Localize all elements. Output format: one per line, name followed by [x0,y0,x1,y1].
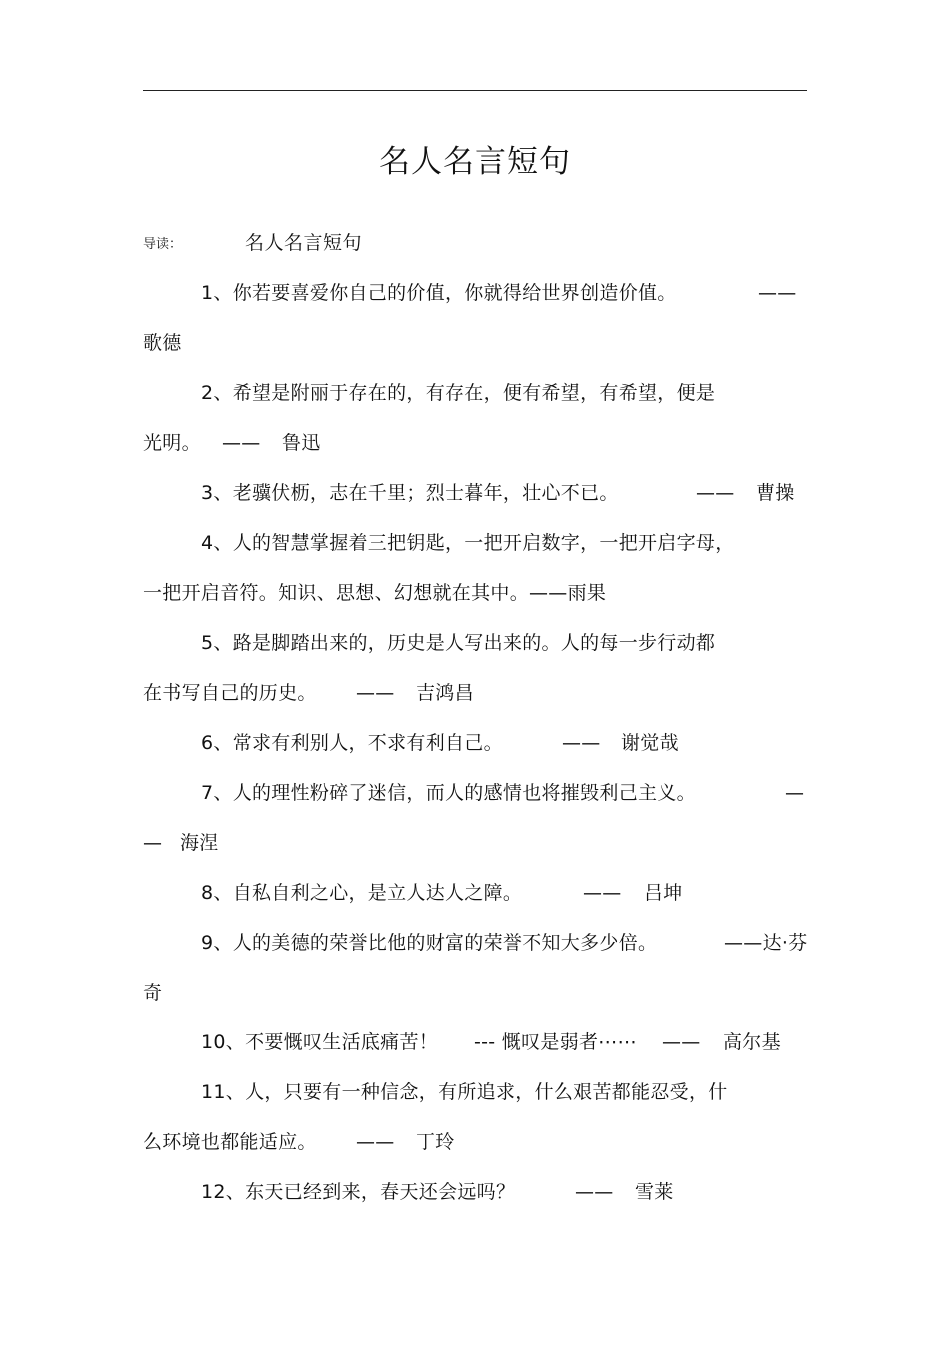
quote-11 [201,1078,728,1106]
quote-dash: ——达·芬 [724,932,808,954]
header-rule [143,90,807,91]
quote-text: 11、人，只要有一种信念，有所追求，什么艰苦都能忍受，什 [201,1081,728,1103]
quote-author: 鲁迅 [282,432,321,454]
quote-2-cont [143,429,321,457]
quote-text: 么环境也都能适应。 [143,1131,317,1153]
quote-8 [201,879,683,907]
quote-5 [201,629,715,657]
quote-7 [201,779,805,807]
quote-12 [201,1178,674,1206]
quote-text: 10、不要慨叹生活底痛苦！ [201,1031,439,1053]
quote-11-cont [143,1128,455,1156]
quote-text: 4、人的智慧掌握着三把钥匙，一把开启数字，一把开启字母， [201,532,735,554]
intro-label: 导读： [143,237,183,252]
quote-author: 奇 [143,982,163,1004]
quote-dash: —— [222,432,261,454]
quote-text: 1、你若要喜爱你自己的价值，你就得给世界创造价值。 [201,282,677,304]
quote-dash: —— [758,282,797,304]
quote-1-author [143,329,182,357]
intro-text: 名人名言短句 [245,232,363,254]
quote-text: 5、路是脚踏出来的，历史是人写出来的。人的每一步行动都 [201,632,716,654]
quote-dash: —— [575,1181,614,1203]
quote-3 [201,479,795,507]
quote-text: 一把开启音符。知识、思想、幻想就在其中。——雨果 [143,582,607,604]
quote-text-2: --- 慨叹是弱者⋯⋯ [474,1031,637,1053]
quote-text: 光明。 [143,432,201,454]
quote-dash: — [785,782,805,804]
quote-author: 高尔基 [723,1031,781,1053]
quote-author: 曹操 [756,482,795,504]
quote-author: 歌德 [143,332,182,354]
quote-9 [201,929,808,957]
quote-text: 3、老骥伏枥，志在千里；烈士暮年，壮心不已。 [201,482,619,504]
quote-author: 吉鸿昌 [416,682,474,704]
quote-5-cont [143,679,474,707]
quote-dash: —— [356,682,395,704]
quote-author: 吕坤 [644,882,683,904]
quote-author: 海涅 [180,832,219,854]
quote-text: 6、常求有利别人，不求有利自己。 [201,732,503,754]
quote-dash: —— [662,1031,701,1053]
quote-dash: —— [356,1131,395,1153]
quote-dash: — [143,832,163,854]
quote-text: 9、人的美德的荣誉比他的财富的荣誉不知大多少倍。 [201,932,658,954]
document-title: 名人名言短句 [379,144,571,180]
quote-text: 12、东天已经到来，春天还会远吗？ [201,1181,516,1203]
quote-author: 谢觉哉 [621,732,679,754]
quote-author: 雪莱 [635,1181,674,1203]
quote-1 [201,279,797,307]
quote-text: 7、人的理性粉碎了迷信，而人的感情也将摧毁利己主义。 [201,782,696,804]
quote-4-cont [143,579,606,607]
quote-2 [201,379,715,407]
quote-text: 在书写自己的历史。 [143,682,317,704]
quote-author: 丁玲 [416,1131,455,1153]
quote-10 [201,1028,781,1056]
quote-text: 8、自私自利之心，是立人达人之障。 [201,882,523,904]
quote-text: 2、希望是附丽于存在的，有存在，便有希望，有希望，便是 [201,382,716,404]
quote-dash: —— [583,882,622,904]
quote-dash: —— [562,732,601,754]
quote-7-cont [143,829,219,857]
quote-6 [201,729,679,757]
quote-9-author [143,979,162,1007]
quote-dash: —— [696,482,735,504]
quote-4 [201,529,735,557]
